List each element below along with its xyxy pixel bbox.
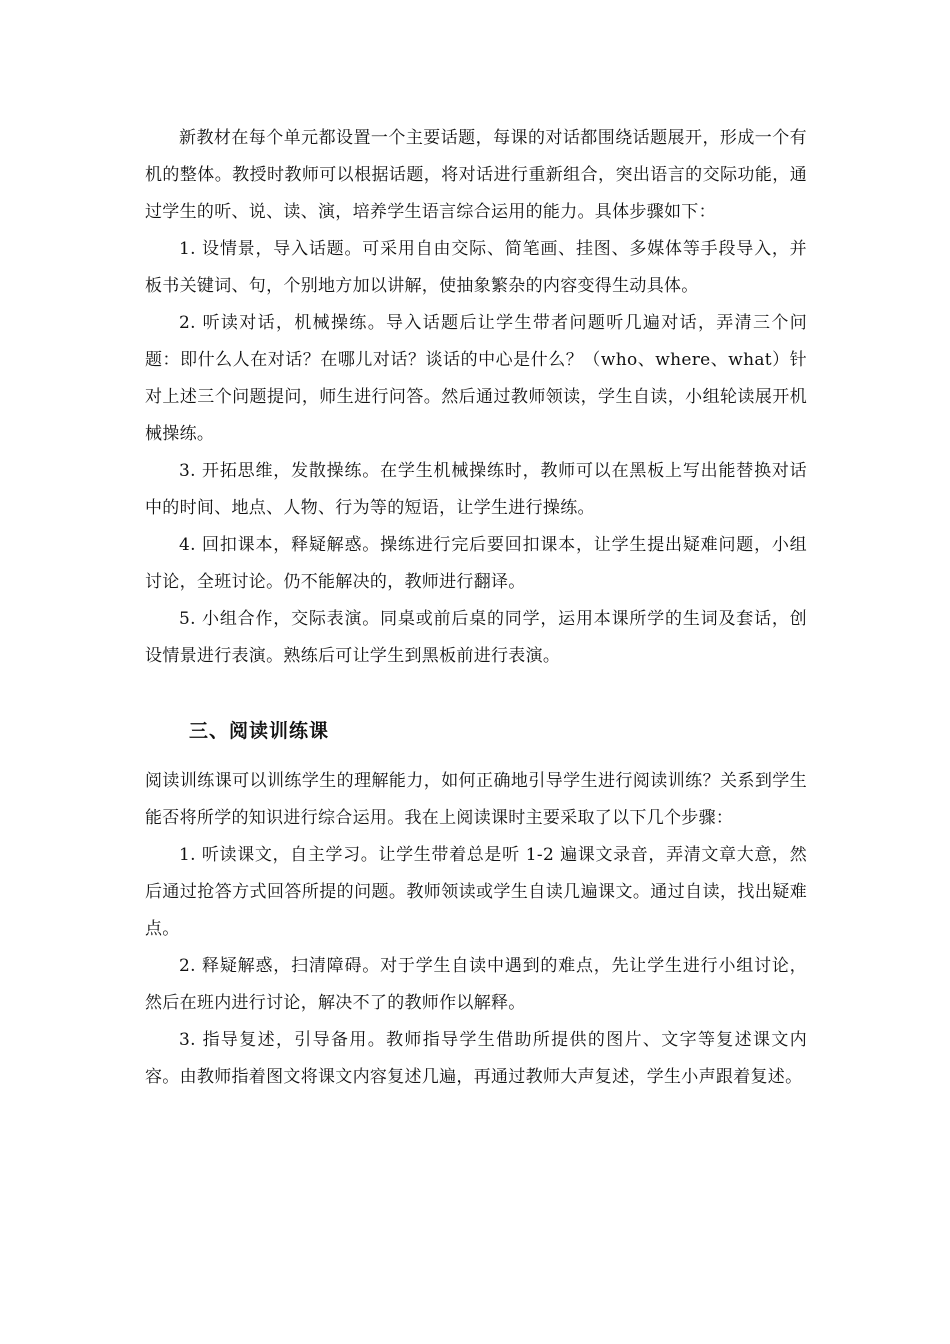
dialogue-step-3: 3. 开拓思维，发散操练。在学生机械操练时，教师可以在黑板上写出能替换对话中的时间、地点、人物、行为等的短语，让学生进行操练。 (145, 461, 807, 518)
section-heading: 三、阅读训练课 (189, 720, 330, 742)
document-body (145, 120, 807, 1096)
dialogue-step-4: 4. 回扣课本，释疑解惑。操练进行完后要回扣课本，让学生提出疑难问题，小组讨论，全班讨论。仍不能解决的，教师进行翻译。 (145, 535, 807, 592)
dialogue-step-2: 2. 听读对话，机械操练。导入话题后让学生带者问题听几遍对话，弄清三个问题：即什么人在对话？在哪儿对话？谈话的中心是什么？（who、where、what）针对上述三个问题提问，师生进行问答。然后通过教师领读，学生自读，小组轮读展开机械操练。 (145, 313, 807, 444)
dialogue-step-5: 5. 小组合作，交际表演。同桌或前后桌的同学，运用本课所学的生词及套话，创设情景进行表演。熟练后可让学生到黑板前进行表演。 (145, 609, 807, 666)
intro-paragraph: 新教材在每个单元都设置一个主要话题，每课的对话都围绕话题展开，形成一个有机的整体。教授时教师可以根据话题，将对话进行重新组合，突出语言的交际功能，通过学生的听、说、读、演，培养学生语言综合运用的能力。具体步骤如下： (145, 128, 807, 222)
reading-intro-paragraph: 阅读训练课可以训练学生的理解能力，如何正确地引导学生进行阅读训练？关系到学生能否将所学的知识进行综合运用。我在上阅读课时主要采取了以下几个步骤： (145, 771, 807, 828)
reading-step-3: 3. 指导复述，引导备用。教师指导学生借助所提供的图片、文字等复述课文内容。由教师指着图文将课文内容复述几遍，再通过教师大声复述，学生小声跟着复述。 (145, 1030, 807, 1087)
reading-step-2: 2. 释疑解惑，扫清障碍。对于学生自读中遇到的难点，先让学生进行小组讨论，然后在班内进行讨论，解决不了的教师作以解释。 (145, 956, 807, 1013)
reading-step-1: 1. 听读课文，自主学习。让学生带着总是听 1-2 遍课文录音，弄清文章大意，然后通过抢答方式回答所提的问题。教师领读或学生自读几遍课文。通过自读，找出疑难点。 (145, 845, 807, 939)
dialogue-step-1: 1. 设情景，导入话题。可采用自由交际、简笔画、挂图、多媒体等手段导入，并板书关键词、句，个别地方加以讲解，使抽象繁杂的内容变得生动具体。 (145, 239, 807, 296)
